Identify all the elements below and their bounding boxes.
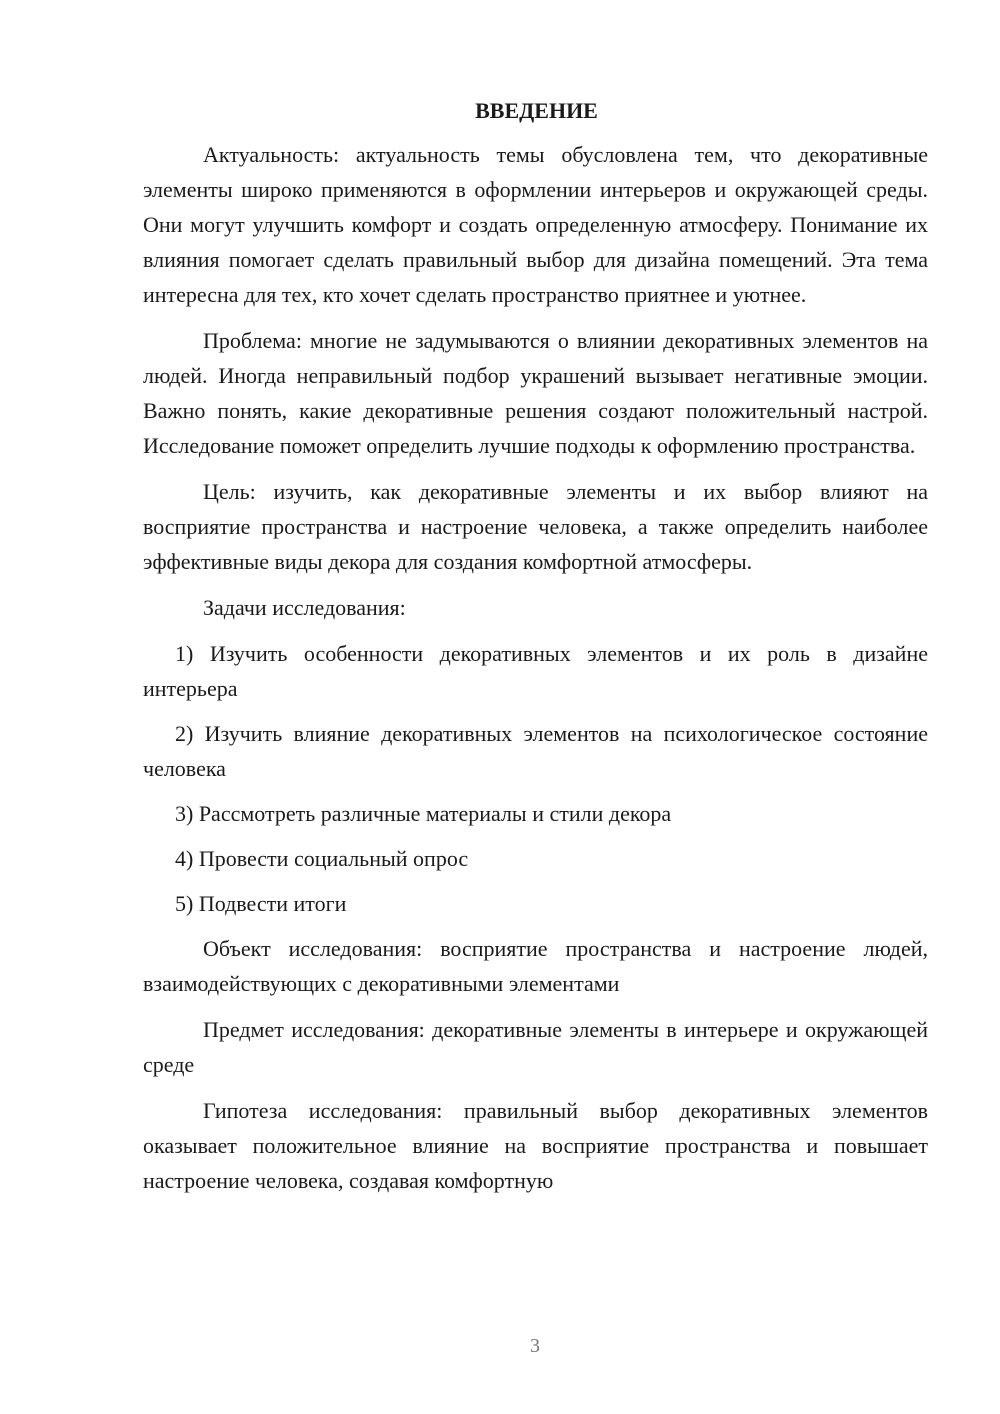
task-item: 1) Изучить особенности декоративных элементов и их роль в дизайне интерьера: [143, 641, 928, 701]
tasks-heading: Задачи исследования:: [203, 595, 406, 620]
goal-paragraph: Цель: изучить, как декоративные элементы и их выбор влияют на восприятие пространства и настроение человека, а также определить наиболее эффективные виды декора для создания комфортной атмосферы.: [143, 479, 928, 574]
task-item: 2) Изучить влияние декоративных элементов на психологическое состояние человека: [143, 721, 928, 781]
problem-paragraph: Проблема: многие не задумываются о влиянии декоративных элементов на людей. Иногда неправильный подбор украшений вызывает негативные эмоции. Важно понять, какие декоративные решения создают положительный настрой. Исследование поможет определить лучшие подходы к оформлению пространства.: [143, 328, 928, 458]
document-body: [143, 93, 928, 1198]
section-title: ВВЕДЕНИЕ: [475, 98, 598, 123]
task-item: 5) Подвести итоги: [175, 891, 347, 916]
subject-paragraph: Предмет исследования: декоративные элементы в интерьере и окружающей среде: [143, 1017, 928, 1077]
page-number: 3: [530, 1335, 540, 1357]
relevance-paragraph: Актуальность: актуальность темы обусловлена тем, что декоративные элементы широко применяются в оформлении интерьеров и окружающей среды. Они могут улучшить комфорт и создать определенную атмосферу. Понимание их влияния помогает сделать правильный выбор для дизайна помещений. Эта тема интересна для тех, кто хочет сделать пространство приятнее и уютнее.: [143, 142, 928, 307]
task-item: 3) Рассмотреть различные материалы и стили декора: [175, 801, 672, 826]
object-paragraph: Объект исследования: восприятие пространства и настроение людей, взаимодействующих с декоративными элементами: [143, 936, 928, 996]
task-item: 4) Провести социальный опрос: [175, 846, 469, 871]
hypothesis-paragraph: Гипотеза исследования: правильный выбор декоративных элементов оказывает положительное влияние на восприятие пространства и повышает настроение человека, создавая комфортную: [143, 1098, 928, 1193]
